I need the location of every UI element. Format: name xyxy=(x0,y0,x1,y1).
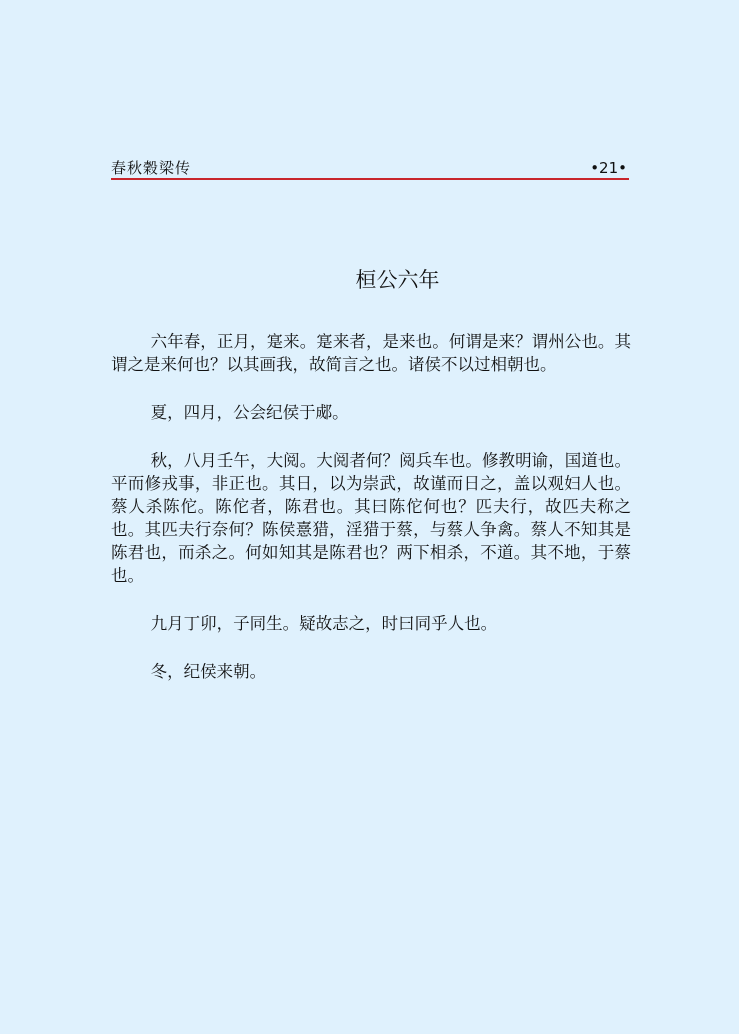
paragraph-4: 九月丁卯，子同生。疑故志之，时曰同乎人也。 xyxy=(150,614,498,633)
book-title: 春秋穀梁传 xyxy=(111,159,192,177)
paragraph-2: 夏，四月，公会纪侯于郕。 xyxy=(150,403,349,422)
paragraph-3: 秋，八月壬午，大阅。大阅者何？阅兵车也。修教明谕，国道也。平而修戎事，非正也。其日，以为崇武，故谨而日之，盖以观妇人也。蔡人杀陈佗。陈佗者，陈君也。其曰陈佗何也？匹夫行，故匹夫称之也。其匹夫行奈何？陈侯憙猎，淫猎于蔡，与蔡人争禽。蔡人不知其是陈君也，而杀之。何如知其是陈君也？两下相杀，不道。其不地，于蔡也。 xyxy=(111,451,631,585)
running-header xyxy=(111,158,629,180)
paragraph-1: 六年春，正月，寔来。寔来者，是来也。何谓是来？谓州公也。其谓之是来何也？以其画我，故简言之也。诸侯不以过相朝也。 xyxy=(111,332,631,374)
chapter-title: 桓公六年 xyxy=(355,268,440,292)
text-body xyxy=(111,330,631,708)
paragraph-5: 冬，纪侯来朝。 xyxy=(150,662,267,681)
page-number: •21• xyxy=(590,159,627,177)
